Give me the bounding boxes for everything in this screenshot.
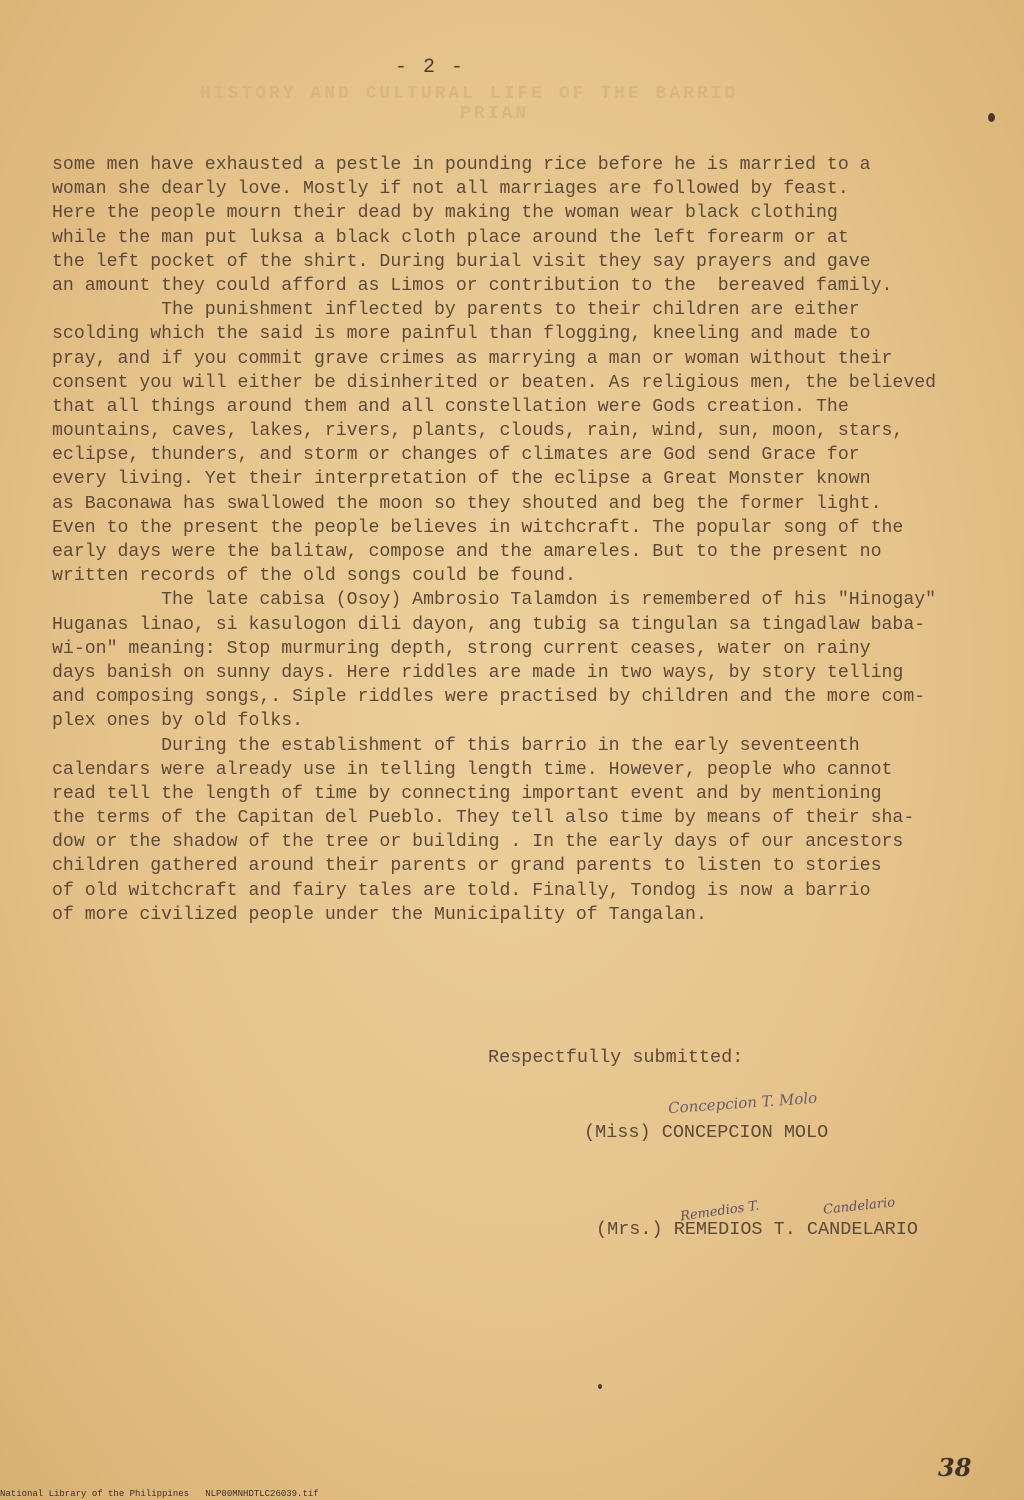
text-line: the left pocket of the shirt. During burial visit they say prayers and gave — [52, 251, 871, 272]
handwritten-page-stamp: 38 — [938, 1453, 972, 1482]
text-line: scolding which the said is more painful than flogging, kneeling and made to — [52, 324, 871, 345]
text-line: some men have exhausted a pestle in pounding rice before he is married to a — [52, 155, 871, 175]
ink-speck — [988, 113, 995, 122]
bleed-through-line-1: HISTORY AND CULTURAL LIFE OF THE BARRIO — [200, 84, 739, 104]
text-line: an amount they could afford as Limos or contribution to the bereaved family. — [52, 275, 893, 296]
text-line: early days were the balitaw, compose and the amareles. But to the present no — [52, 542, 882, 562]
text-line: mountains, caves, lakes, rivers, plants, clouds, rain, wind, sun, moon, stars, — [52, 421, 904, 442]
text-line: and composing songs,. Siple riddles were practised by children and the more com- — [52, 687, 926, 708]
closing-line: Respectfully submitted: — [488, 1047, 744, 1068]
body-text — [52, 153, 1020, 927]
text-line: read tell the length of time by connecting important event and by mentioning — [52, 783, 882, 804]
footer-file: NLP00MNHDTLC26039.tif — [205, 1489, 319, 1499]
text-line: that all things around them and all constellation were Gods creation. The — [52, 396, 849, 417]
text-line: the terms of the Capitan del Pueblo. They tell also time by means of their sha- — [52, 808, 915, 829]
text-line: calendars were already use in telling length time. However, people who cannot — [52, 759, 893, 780]
text-line: The late cabisa (Osoy) Ambrosio Talamdon is remembered of his "Hinogay" — [52, 590, 937, 611]
text-line: woman she dearly love. Mostly if not all marriages are followed by feast. — [52, 179, 849, 200]
signatory-name-1: (Miss) CONCEPCION MOLO — [584, 1122, 829, 1143]
signatory-name-2: (Mrs.) REMEDIOS T. CANDELARIO — [596, 1219, 918, 1240]
text-line: children gathered around their parents or grand parents to listen to stories — [52, 856, 882, 877]
ink-speck — [598, 1384, 602, 1389]
text-line: Here the people mourn their dead by making the woman wear black clothing — [52, 203, 838, 224]
text-line: Even to the present the people believes in witchcraft. The popular song of the — [52, 517, 904, 538]
footer-source: National Library of the Philippines — [0, 1489, 190, 1499]
signature-handwritten-2a: Remedios T. — [679, 1198, 761, 1225]
text-line: written records of the old songs could be found. — [52, 566, 576, 587]
scan-footer — [0, 1488, 319, 1500]
text-line: eclipse, thunders, and storm or changes of climates are God send Grace for — [52, 445, 860, 466]
text-line: consent you will either be disinherited or beaten. As religious men, the believed — [52, 372, 937, 393]
signature-handwritten-2b: Candelario — [822, 1195, 896, 1218]
text-line: while the man put luksa a black cloth place around the left forearm or at — [52, 227, 849, 248]
page-number: - 2 - — [394, 56, 465, 79]
text-line: The punishment inflected by parents to their children are either — [52, 300, 860, 321]
text-line: Huganas linao, si kasulogon dili dayon, ang tubig sa tingulan sa tingadlaw baba- — [52, 614, 926, 635]
text-line: wi-on" meaning: Stop murmuring depth, strong current ceases, water on rainy — [52, 638, 871, 659]
text-line: dow or the shadow of the tree or building . In the early days of our ancestors — [52, 832, 904, 853]
bleed-through-heading — [200, 84, 840, 124]
text-line: of old witchcraft and fairy tales are told. Finally, Tondog is now a barrio — [52, 880, 871, 901]
text-line: days banish on sunny days. Here riddles are made in two ways, by story telling — [52, 662, 904, 683]
text-line: pray, and if you commit grave crimes as marrying a man or woman without their — [52, 348, 893, 369]
text-line: every living. Yet their interpretation of the eclipse a Great Monster known — [52, 469, 871, 490]
text-line: of more civilized people under the Municipality of Tangalan. — [52, 904, 707, 925]
signature-handwritten-1: Concepcion T. Molo — [667, 1088, 818, 1118]
text-line: plex ones by old folks. — [52, 711, 304, 732]
text-line: During the establishment of this barrio in the early seventeenth — [52, 735, 860, 756]
text-line: as Baconawa has swallowed the moon so they shouted and beg the former light. — [52, 493, 882, 514]
bleed-through-line-2: PRIAN — [460, 104, 530, 124]
